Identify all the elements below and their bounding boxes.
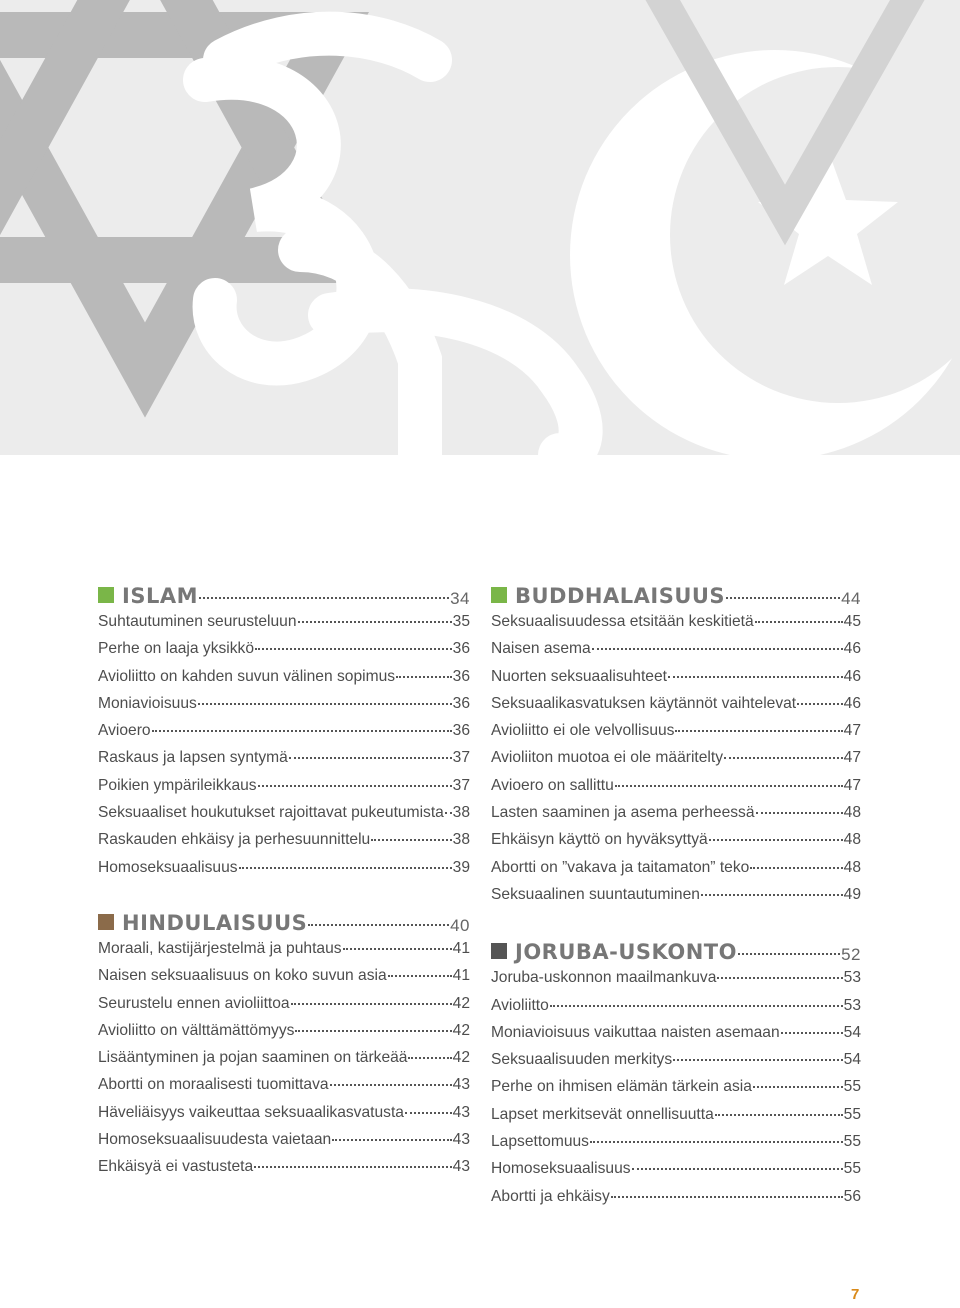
entry-page: 39 (452, 858, 470, 876)
entry-label: Lapset merkitsevät onnellisuutta (491, 1105, 714, 1123)
entry-label: Raskauden ehkäisy ja perhesuunnittelu (98, 831, 371, 849)
leader-dots (330, 1084, 452, 1086)
leader-dots (675, 730, 842, 732)
section-title: HINDULAISUUS (122, 910, 308, 935)
entry-page: 36 (452, 640, 470, 658)
leader-dots (343, 948, 452, 950)
toc-entry[interactable] (491, 777, 861, 804)
leader-dots (590, 1141, 843, 1143)
leader-dots (445, 812, 452, 814)
leader-dots (388, 975, 452, 977)
toc-entry[interactable] (98, 940, 470, 967)
entry-label: Perhe on ihmisen elämän tärkein asia (491, 1078, 752, 1096)
entry-page: 42 (452, 1021, 470, 1039)
leader-dots (632, 1168, 843, 1170)
leader-dots (308, 924, 449, 926)
toc-entry[interactable] (491, 1188, 861, 1215)
toc-entry[interactable] (98, 1022, 470, 1049)
entry-page: 43 (452, 1076, 470, 1094)
entry-label: Moniavioisuus (98, 694, 197, 712)
leader-dots (255, 648, 452, 650)
toc-entry[interactable] (98, 1076, 470, 1103)
entry-label: Nuorten seksuaalisuhteet (491, 667, 667, 685)
leader-dots (396, 676, 452, 678)
section-page-number: 52 (841, 945, 861, 965)
section-heading[interactable] (98, 577, 470, 607)
entry-label: Avioliiton muotoa ei ole määritelty (491, 749, 724, 767)
entry-page: 55 (843, 1078, 861, 1096)
toc-entry[interactable] (491, 859, 861, 886)
entry-page: 54 (843, 1023, 861, 1041)
entry-label: Homoseksuaalisuus (491, 1160, 631, 1178)
leader-dots (756, 812, 843, 814)
leader-dots (291, 1003, 452, 1005)
leader-dots (726, 597, 840, 599)
entry-page: 46 (843, 694, 861, 712)
entry-label: Homoseksuaalisuudesta vaietaan (98, 1131, 332, 1149)
religious-symbols-banner (0, 0, 960, 455)
leader-dots (371, 839, 451, 841)
leader-dots (797, 703, 843, 705)
section-page-number: 40 (450, 915, 470, 935)
entry-page: 48 (843, 831, 861, 849)
entry-label: Seurustelu ennen avioliittoa (98, 994, 290, 1012)
entry-label: Naisen asema (491, 640, 591, 658)
entry-label: Suhtautuminen seurusteluun (98, 613, 297, 630)
entry-page: 46 (843, 667, 861, 685)
leader-dots (738, 953, 840, 955)
toc-entry[interactable] (491, 804, 861, 831)
toc-entry[interactable] (98, 1049, 470, 1076)
entry-page: 35 (452, 613, 470, 630)
entry-label: Seksuaaliset houkutukset rajoittavat pukeutumista (98, 804, 444, 822)
entry-page: 42 (452, 994, 470, 1012)
entry-label: Lisääntyminen ja pojan saaminen on tärkeää (98, 1049, 408, 1067)
toc-left-column (98, 577, 470, 1186)
leader-dots (332, 1139, 451, 1141)
toc-entry[interactable] (491, 1106, 861, 1133)
brown-square-icon (98, 914, 114, 930)
leader-dots (408, 1057, 451, 1059)
toc-entry[interactable] (491, 1024, 861, 1051)
entry-page: 46 (843, 640, 861, 658)
entry-label: Seksuaalinen suuntautuminen (491, 885, 700, 903)
entry-label: Abortti on ”vakava ja taitamaton” teko (491, 858, 750, 876)
toc-entry[interactable] (98, 967, 470, 994)
toc-entry[interactable] (491, 886, 861, 913)
entry-page: 38 (452, 804, 470, 822)
entry-page: 55 (843, 1160, 861, 1178)
entry-label: Perhe on laaja yksikkö (98, 640, 255, 658)
entry-label: Avioliitto on kahden suvun välinen sopimus (98, 667, 396, 685)
toc-right-column (491, 577, 861, 1215)
toc-entry[interactable] (98, 831, 470, 858)
section-title: BUDDHALAISUUS (515, 584, 726, 608)
green-square-icon (98, 587, 114, 603)
toc-entry[interactable] (491, 1078, 861, 1105)
toc-entry[interactable] (491, 722, 861, 749)
entry-label: Seksuaalisuuden merkitys (491, 1051, 673, 1069)
toc-entry[interactable] (98, 613, 470, 640)
section-heading[interactable] (491, 577, 861, 607)
toc-section-hindulaisuus (98, 904, 470, 1186)
toc-entry[interactable] (491, 1160, 861, 1187)
leader-dots (753, 1086, 843, 1088)
leader-dots (715, 1114, 843, 1116)
entry-page: 53 (843, 996, 861, 1014)
entry-label: Poikien ympärileikkaus (98, 776, 257, 794)
entry-page: 38 (452, 831, 470, 849)
leader-dots (701, 894, 843, 896)
toc-entry[interactable] (98, 995, 470, 1022)
entry-label: Avioliitto (491, 996, 549, 1014)
toc-entry[interactable] (491, 613, 861, 640)
green-square-icon (491, 587, 507, 603)
leader-dots (405, 1112, 452, 1114)
toc-entry[interactable] (491, 749, 861, 776)
leader-dots (673, 1059, 842, 1061)
entry-label: Joruba-uskonnon maailmankuva (491, 969, 717, 987)
entry-label: Raskaus ja lapsen syntymä (98, 749, 288, 767)
leader-dots (550, 1005, 843, 1007)
entry-page: 49 (843, 885, 861, 903)
leader-dots (668, 676, 843, 678)
entry-label: Avioero (98, 722, 151, 740)
entry-label: Avioliitto on välttämättömyys (98, 1021, 295, 1039)
entry-page: 56 (843, 1187, 861, 1205)
entry-label: Abortti on moraalisesti tuomittava (98, 1076, 329, 1094)
entry-label: Seksuaalikasvatuksen käytännöt vaihtelevat (491, 694, 797, 712)
toc-entry[interactable] (98, 777, 470, 804)
toc-entry[interactable] (491, 668, 861, 695)
toc-section-islam (98, 577, 470, 886)
gray-square-icon (491, 943, 507, 959)
entry-label: Homoseksuaalisuus (98, 858, 238, 876)
entry-page: 37 (452, 776, 470, 794)
leader-dots (289, 757, 452, 759)
toc-entry[interactable] (98, 640, 470, 667)
leader-dots (592, 648, 843, 650)
entry-label: Lasten saaminen ja asema perheessä (491, 804, 755, 822)
entry-page: 36 (452, 667, 470, 685)
entry-label: Ehkäisyn käyttö on hyväksyttyä (491, 831, 708, 849)
entry-page: 41 (452, 939, 470, 957)
entry-page: 47 (843, 776, 861, 794)
toc-entry[interactable] (491, 640, 861, 667)
toc-entry[interactable] (98, 695, 470, 722)
toc-entry[interactable] (98, 749, 470, 776)
leader-dots (709, 839, 843, 841)
toc-entry[interactable] (491, 969, 861, 996)
entry-page: 47 (843, 722, 861, 740)
leader-dots (198, 703, 452, 705)
toc-entry[interactable] (98, 668, 470, 695)
leader-dots (750, 867, 842, 869)
leader-dots (254, 1166, 451, 1168)
leader-dots (717, 977, 842, 979)
toc-entry[interactable] (98, 1158, 470, 1185)
section-heading[interactable] (98, 904, 470, 934)
toc-entry[interactable] (491, 695, 861, 722)
leader-dots (298, 621, 452, 623)
toc-entry[interactable] (98, 859, 470, 886)
toc-entry[interactable] (491, 1133, 861, 1160)
entry-page: 43 (452, 1103, 470, 1121)
section-title: JORUBA-USKONTO (515, 940, 737, 965)
entry-label: Avioero on sallittu (491, 776, 614, 794)
toc-entry[interactable] (98, 1131, 470, 1158)
leader-dots (615, 785, 843, 787)
entry-page: 43 (452, 1158, 470, 1176)
entry-page: 41 (452, 967, 470, 985)
entry-label: Naisen seksuaalisuus on koko suvun asia (98, 967, 387, 985)
leader-dots (755, 621, 843, 623)
entry-page: 36 (452, 722, 470, 740)
toc-section-buddhalaisuus (491, 577, 861, 913)
leader-dots (199, 597, 449, 599)
entry-label: Ehkäisyä ei vastusteta (98, 1158, 254, 1176)
page-number: 7 (851, 1286, 860, 1303)
leader-dots (724, 757, 843, 759)
toc-entry[interactable] (98, 1104, 470, 1131)
leader-dots (152, 730, 452, 732)
entry-label: Häveliäisyys vaikeuttaa seksuaalikasvatusta (98, 1103, 404, 1121)
entry-label: Abortti ja ehkäisy (491, 1187, 610, 1205)
entry-page: 47 (843, 749, 861, 767)
entry-label: Moraali, kastijärjestelmä ja puhtaus (98, 939, 342, 957)
section-page-number: 44 (841, 589, 861, 608)
entry-page: 36 (452, 694, 470, 712)
entry-label: Moniavioisuus vaikuttaa naisten asemaan (491, 1023, 780, 1041)
section-heading[interactable] (491, 933, 861, 963)
entry-label: Seksuaalisuudessa etsitään keskitietä (491, 613, 754, 630)
leader-dots (258, 785, 452, 787)
leader-dots (781, 1032, 843, 1034)
toc-entry[interactable] (491, 831, 861, 858)
entry-page: 48 (843, 858, 861, 876)
toc-entry[interactable] (491, 1051, 861, 1078)
entry-page: 48 (843, 804, 861, 822)
entry-page: 45 (843, 613, 861, 630)
entry-page: 43 (452, 1131, 470, 1149)
leader-dots (611, 1196, 843, 1198)
entry-label: Avioliitto ei ole velvollisuus (491, 722, 675, 740)
entry-label: Lapsettomuus (491, 1133, 589, 1151)
leader-dots (295, 1030, 451, 1032)
toc-entry[interactable] (491, 997, 861, 1024)
entry-page: 54 (843, 1051, 861, 1069)
entry-page: 42 (452, 1049, 470, 1067)
entry-page: 37 (452, 749, 470, 767)
toc-entry[interactable] (98, 804, 470, 831)
section-title: ISLAM (122, 584, 198, 608)
toc-entry[interactable] (98, 722, 470, 749)
entry-page: 55 (843, 1105, 861, 1123)
entry-page: 55 (843, 1133, 861, 1151)
entry-page: 53 (843, 969, 861, 987)
section-page-number: 34 (450, 589, 470, 608)
leader-dots (239, 867, 452, 869)
toc-section-joruba-uskonto (491, 933, 861, 1215)
